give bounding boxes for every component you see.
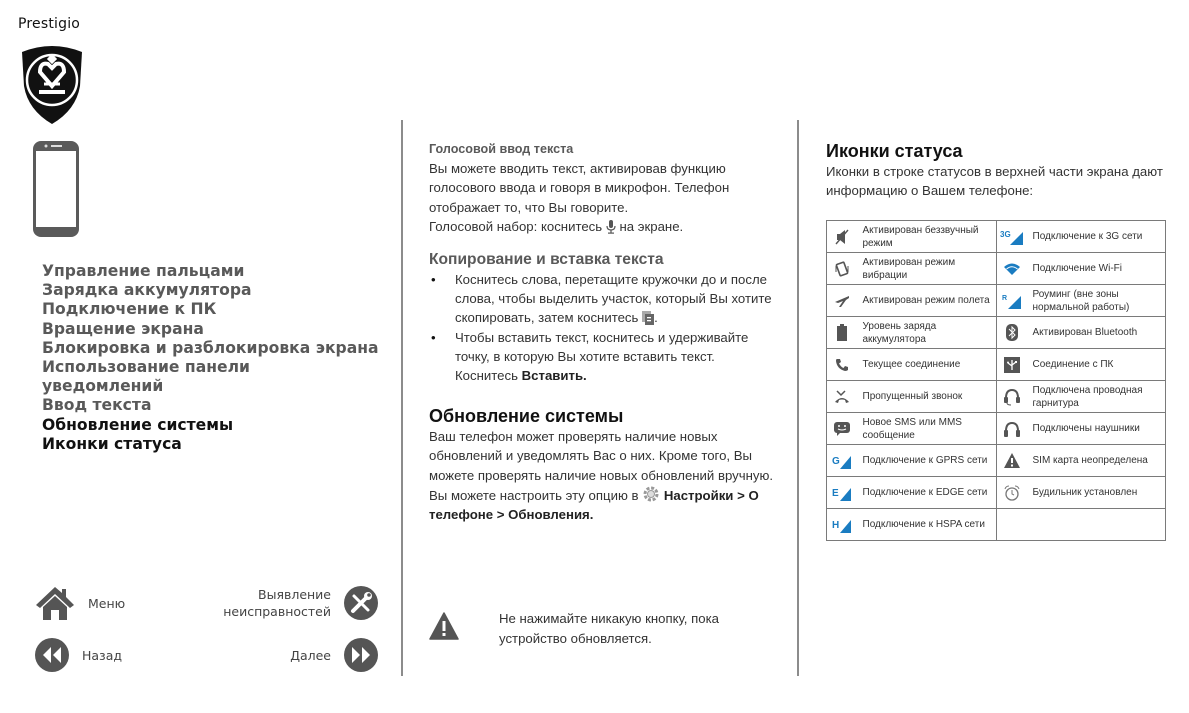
toc-item-battery-charging[interactable]: Зарядка аккумулятора xyxy=(42,281,252,300)
table-of-contents xyxy=(42,262,379,454)
svg-text:H: H xyxy=(831,519,839,531)
toc-item-screen-rotation[interactable]: Вращение экрана xyxy=(42,319,204,338)
system-update-heading: Обновление системы xyxy=(429,406,624,427)
toc-item-finger-control[interactable]: Управление пальцами xyxy=(42,262,245,280)
toc-item-pc-connection[interactable]: Подключение к ПК xyxy=(42,300,217,319)
toc-item-text-input[interactable]: Ввод текста xyxy=(42,396,152,415)
paste-action-label: Вставить. xyxy=(521,368,587,384)
next-button[interactable] xyxy=(290,637,379,673)
headphones-icon xyxy=(1004,421,1020,437)
settings-gear-icon xyxy=(642,485,660,503)
toc-item-status-icons[interactable]: Иконки статуса xyxy=(42,434,182,453)
fast-forward-icon xyxy=(343,637,379,673)
home-icon xyxy=(34,585,76,621)
table-row: Активирован режим вибрации Подключение Wi-Fi xyxy=(827,253,1166,285)
svg-text:R: R xyxy=(1001,294,1007,302)
phone-device-icon xyxy=(32,140,80,238)
list-item: • Чтобы вставить текст, коснитесь и удерживайте точку, в которую Вы хотите вставить текст. Коснитесь Вставить. xyxy=(429,328,779,386)
copy-paste-list xyxy=(429,270,779,385)
menu-label: Меню xyxy=(88,595,126,611)
bluetooth-icon xyxy=(1006,324,1018,341)
svg-text:G: G xyxy=(831,455,840,467)
wifi-icon xyxy=(1003,262,1021,276)
copy-paste-heading: Копирование и вставка текста xyxy=(429,251,664,269)
gprs-signal-icon xyxy=(832,453,852,469)
voice-input-body: Вы можете вводить текст, активировав функцию голосового ввода и говоря в микрофон. Телефон отображает то, что Вы говорите. xyxy=(429,161,730,215)
toc-item-notification-panel-cont[interactable]: уведомлений xyxy=(42,377,164,396)
table-row: Активирован режим полета R Роуминг (вне зоны нормальной работы) xyxy=(827,285,1166,317)
warning-text: Не нажимайте никакую кнопку, пока устройство обновляется. xyxy=(499,611,720,646)
voice-input-heading: Голосовой ввод текста xyxy=(429,142,574,156)
column-divider-left xyxy=(401,120,403,676)
svg-text:3G: 3G xyxy=(999,229,1011,239)
settings-path: Настройки > О телефоне > Обновления. xyxy=(429,487,759,523)
table-row: Пропущенный звонок Подключена проводная гарнитура xyxy=(827,381,1166,413)
silent-mode-icon xyxy=(835,229,849,245)
call-icon xyxy=(835,358,849,372)
roaming-icon xyxy=(1002,293,1022,309)
no-sim-icon xyxy=(1004,453,1020,468)
table-row: Текущее соединение Соединение с ПК xyxy=(827,349,1166,381)
system-update-body: Ваш телефон может проверять наличие новых обновлений и уведомлять Вас о них. Кроме того, Вы можете проверять наличие новых обновлений вручную. Вы можете настроить эту опцию в Настройки > О телефоне > Обновления. xyxy=(429,429,774,523)
copy-icon xyxy=(642,311,654,325)
toc-item-notification-panel[interactable]: Использование панели xyxy=(42,358,250,377)
airplane-mode-icon xyxy=(834,293,850,309)
text-input-section xyxy=(429,140,779,524)
column-divider-right xyxy=(797,120,799,676)
status-icons-intro: Иконки в строке статусов в верхней части экрана дают информацию о Вашем телефоне: xyxy=(826,164,1163,199)
vibration-mode-icon xyxy=(835,261,849,277)
warning-note xyxy=(429,609,779,648)
back-button[interactable] xyxy=(34,637,122,673)
hspa-signal-icon xyxy=(832,517,852,533)
menu-button[interactable] xyxy=(34,585,125,621)
missed-call-icon xyxy=(834,390,850,404)
headset-icon xyxy=(1004,388,1020,406)
alarm-icon xyxy=(1004,485,1020,501)
troubleshooting-label: Выявление неисправностей xyxy=(223,587,331,619)
table-row: E Подключение к EDGE сети Будильник установлен xyxy=(827,477,1166,509)
svg-text:E: E xyxy=(831,487,839,499)
tools-icon xyxy=(343,585,379,621)
toc-item-screen-lock[interactable]: Блокировка и разблокировка экрана xyxy=(42,338,379,357)
3g-signal-icon xyxy=(1000,229,1024,245)
battery-icon xyxy=(837,324,847,341)
usb-icon xyxy=(1004,357,1020,373)
troubleshooting-button[interactable] xyxy=(223,585,379,621)
microphone-icon xyxy=(606,220,616,234)
table-row: H Подключение к HSPA сети xyxy=(827,509,1166,541)
toc-item-system-update[interactable]: Обновление системы xyxy=(42,415,234,434)
voice-dial-line: Голосовой набор: коснитесь на экране. xyxy=(429,218,684,234)
status-icons-table xyxy=(826,220,1166,541)
edge-signal-icon xyxy=(832,485,852,501)
prestigio-logo-icon xyxy=(18,42,86,124)
table-row: Новое SMS или MMS сообщение Подключены наушники xyxy=(827,413,1166,445)
table-row: Активирован беззвучный режим 3G Подключение к 3G сети xyxy=(827,221,1166,253)
back-label: Назад xyxy=(82,647,123,663)
sms-icon xyxy=(834,422,850,436)
status-icons-section xyxy=(826,140,1171,200)
rewind-back-icon xyxy=(34,637,70,673)
table-row: G Подключение к GPRS сети SIM карта неопределена xyxy=(827,445,1166,477)
warning-icon xyxy=(429,612,459,640)
table-row: Уровень заряда аккумулятора Активирован Bluetooth xyxy=(827,317,1166,349)
next-label: Далее xyxy=(290,647,331,663)
brand-name: Prestigio xyxy=(18,16,81,32)
list-item: • Коснитесь слова, перетащите кружочки до и после слова, чтобы выделить участок, который Вы хотите скопировать, затем коснитесь . xyxy=(429,270,779,328)
status-icons-heading: Иконки статуса xyxy=(826,141,963,161)
